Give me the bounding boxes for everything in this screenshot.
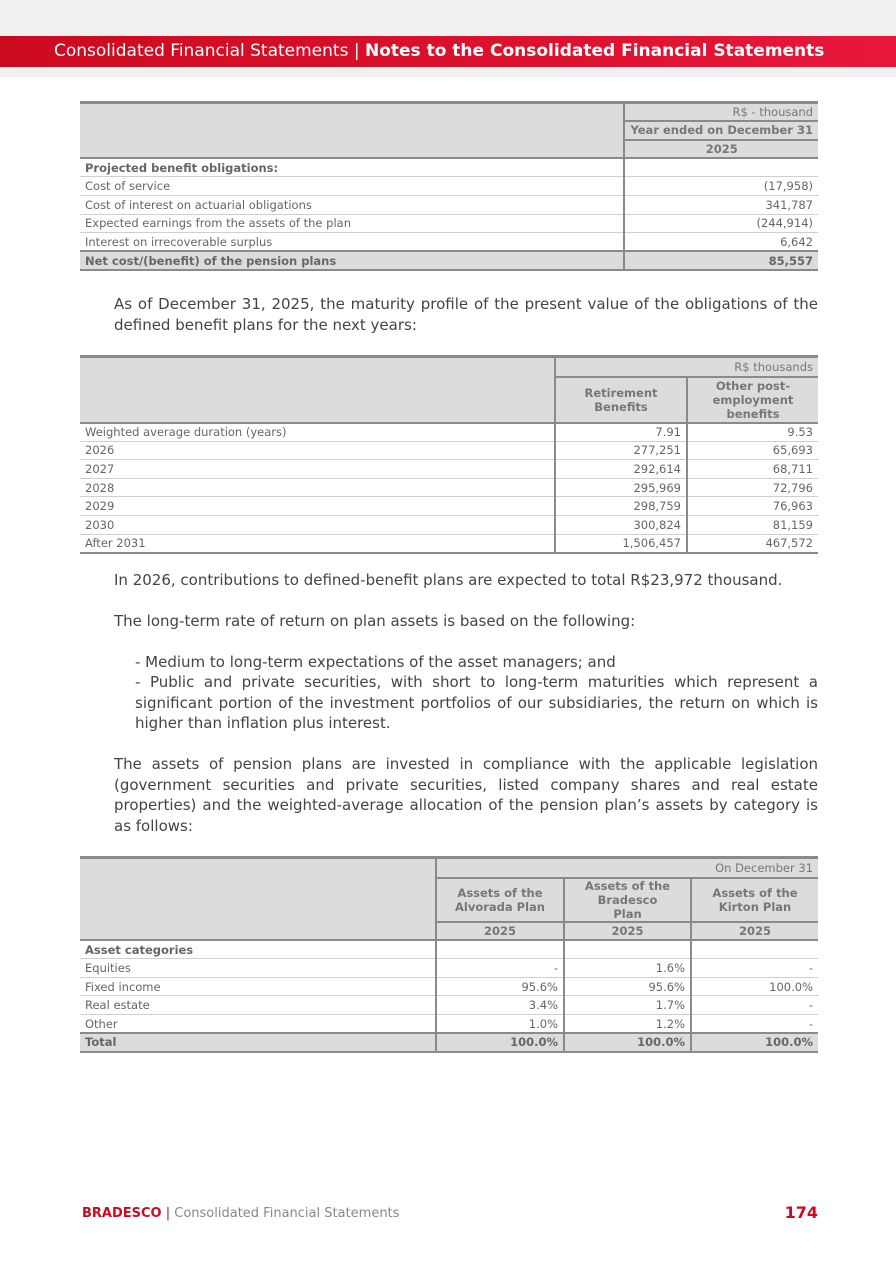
row-value: 81,159 [687,515,818,534]
row-label: Other [80,1014,436,1033]
table-row [80,233,818,252]
row-value [624,158,818,177]
header-blank [80,357,555,423]
table-row [80,478,818,497]
table-row [80,423,818,442]
table-row [80,195,818,214]
unit-label: R$ thousands [555,357,818,377]
row-value: 295,969 [555,478,687,497]
table-row [80,534,818,553]
row-value: 1,506,457 [555,534,687,553]
pension-cost-table [80,101,818,271]
row-value: 277,251 [555,441,687,460]
row-label: Equities [80,959,436,978]
return-paragraph: The long-term rate of return on plan assets is based on the following: [114,612,636,630]
table-row [80,515,818,534]
row-label: Projected benefit obligations: [80,158,624,177]
table-row [80,441,818,460]
year-header: 2025 [564,922,691,941]
row-value: 65,693 [687,441,818,460]
row-value: (17,958) [624,177,818,196]
row-value: 1.2% [564,1014,691,1033]
row-label: Total [80,1033,436,1052]
row-value [691,940,818,959]
row-value: 300,824 [555,515,687,534]
maturity-profile-table [80,355,818,554]
row-label: 2029 [80,497,555,516]
row-label: 2028 [80,478,555,497]
row-label: Cost of service [80,177,624,196]
section-title: Notes to the Consolidated Financial Statements [364,41,825,61]
row-label: Cost of interest on actuarial obligations [80,195,624,214]
row-value: - [691,1014,818,1033]
row-value: 100.0% [564,1033,691,1052]
table-row [80,214,818,233]
row-label: 2030 [80,515,555,534]
row-value: 95.6% [564,977,691,996]
table-row [80,251,818,270]
bullet-item: - Public and private securities, with short to long-term maturities which represent a significant portion of the investment portfolios of our subsidiaries, the return on which is higher than inflation plus interest. [135,673,818,732]
row-value: 9.53 [687,423,818,442]
year-header: 2025 [624,140,818,159]
bullet-item: - Medium to long-term expectations of the asset managers; and [135,653,616,671]
row-label: 2026 [80,441,555,460]
row-value: 76,963 [687,497,818,516]
footer-text: Consolidated Financial Statements [174,1206,400,1221]
row-label: Net cost/(benefit) of the pension plans [80,251,624,270]
row-value: 467,572 [687,534,818,553]
maturity-paragraph: As of December 31, 2025, the maturity profile of the present value of the obligations of the defined benefit plans for the next years: [114,295,818,334]
column-header: Other post-employment benefits [687,377,818,423]
assets-paragraph: The assets of pension plans are invested in compliance with the applicable legislation (government securities and private securities, listed company shares and real estate properties) and the weighted-average allocation of the pension plan’s assets by category is as follows: [114,755,818,835]
row-value: - [436,959,564,978]
row-value: 100.0% [691,977,818,996]
table-row [80,959,818,978]
row-value: 3.4% [436,996,564,1015]
row-label: 2027 [80,460,555,479]
row-value: - [691,959,818,978]
row-value: 1.7% [564,996,691,1015]
row-value: 85,557 [624,251,818,270]
header-underband [0,67,896,77]
unit-label: R$ - thousand [624,103,818,122]
row-label: After 2031 [80,534,555,553]
row-value: 100.0% [691,1033,818,1052]
period-header: Year ended on December 31 [624,121,818,140]
table-row [80,158,818,177]
section-name: Consolidated Financial Statements [54,41,349,61]
row-label: Weighted average duration (years) [80,423,555,442]
row-label: Fixed income [80,977,436,996]
asset-allocation-table [80,856,818,1053]
table-row [80,996,818,1015]
header-blank [80,103,624,159]
year-header: 2025 [691,922,818,941]
contributions-paragraph: In 2026, contributions to defined-benefit plans are expected to total R$23,972 thousand. [114,571,783,589]
table-row [80,177,818,196]
table-row [80,1014,818,1033]
row-value [436,940,564,959]
row-value: - [691,996,818,1015]
footer-separator: | [161,1206,175,1221]
row-value: 1.6% [564,959,691,978]
table-row [80,977,818,996]
row-value: 100.0% [436,1033,564,1052]
year-header: 2025 [436,922,564,941]
column-header: Assets of the Kirton Plan [691,878,818,922]
row-value: 298,759 [555,497,687,516]
column-header: Assets of the Alvorada Plan [436,878,564,922]
footer-brand: BRADESCO [82,1206,162,1221]
row-value: 1.0% [436,1014,564,1033]
row-value [564,940,691,959]
page-footer [82,1206,399,1221]
row-label: Interest on irrecoverable surplus [80,233,624,252]
row-value: 292,614 [555,460,687,479]
page-number: 174 [784,1203,818,1222]
row-value: 341,787 [624,195,818,214]
header-separator: | [348,41,365,61]
column-header: Assets of the Bradesco Plan [564,878,691,922]
row-label: Asset categories [80,940,436,959]
section-header [0,36,896,67]
row-value: 72,796 [687,478,818,497]
table-row [80,1033,818,1052]
row-label: Expected earnings from the assets of the plan [80,214,624,233]
row-value: 7.91 [555,423,687,442]
row-value: 95.6% [436,977,564,996]
table-row [80,940,818,959]
row-value: 6,642 [624,233,818,252]
row-value: 68,711 [687,460,818,479]
header-blank [80,858,436,941]
unit-label: On December 31 [436,858,818,878]
table-row [80,497,818,516]
table-row [80,460,818,479]
column-header: Retirement Benefits [555,377,687,423]
row-label: Real estate [80,996,436,1015]
row-value: (244,914) [624,214,818,233]
top-margin [0,0,896,36]
